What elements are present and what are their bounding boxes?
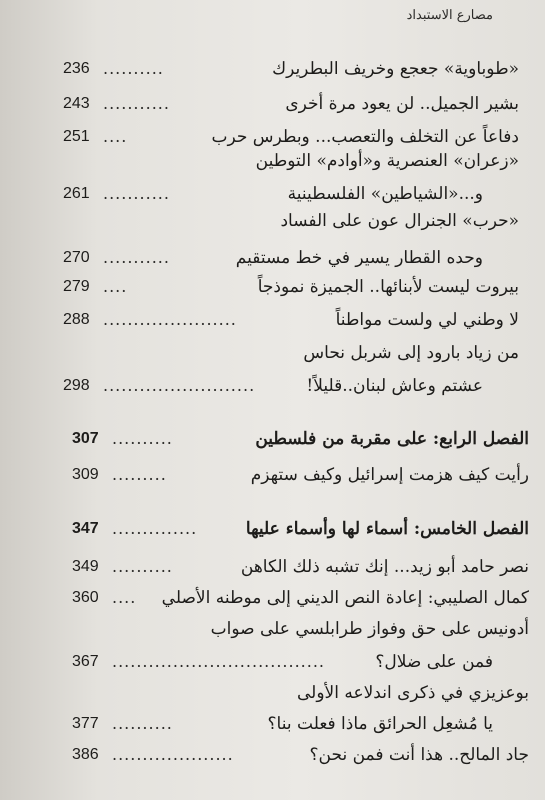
toc-entry (0, 371, 545, 401)
page-number: 261 (63, 185, 90, 202)
entry-title: رأيت كيف هزمت إسرائيل وكيف ستهزم (250, 465, 529, 485)
toc-entry (0, 709, 545, 739)
entry-title: و...«الشياطين» الفلسطينية (287, 184, 483, 204)
page-number: 243 (63, 95, 90, 112)
toc-entry (0, 89, 545, 119)
page-number: 251 (63, 128, 90, 145)
entry-title: جاد المالح.. هذا أنت فمن نحن؟ (309, 745, 529, 765)
leader-dots: .......... (112, 557, 173, 576)
page-number: 270 (63, 249, 90, 266)
entry-title: نصر حامد أبو زيد... إنك تشبه ذلك الكاهن (240, 557, 529, 577)
toc-entry (0, 740, 545, 770)
leader-dots: .................... (112, 745, 234, 764)
page-number: 377 (72, 715, 99, 732)
toc-entry (0, 583, 545, 613)
toc-entry (0, 272, 545, 302)
toc-entry (0, 305, 545, 335)
page-number: 347 (72, 520, 99, 537)
toc-entry (0, 206, 545, 236)
page-number: 349 (72, 558, 99, 575)
entry-title: فمن على ضلال؟ (375, 652, 493, 672)
toc-entry (0, 552, 545, 582)
entry-title: كمال الصليبي: إعادة النص الديني إلى موطنه الأصلي (161, 588, 529, 608)
leader-dots: .............. (112, 519, 198, 538)
leader-dots: ........... (103, 248, 170, 267)
page-number: 288 (63, 311, 90, 328)
leader-dots: .......... (112, 429, 173, 448)
entry-title: بيروت ليست لأبنائها.. الجميزة نموذجاً (257, 277, 519, 297)
entry-title: يا مُشعِل الحرائق ماذا فعلت بنا؟ (267, 714, 493, 734)
leader-dots: ........... (103, 94, 170, 113)
page-number: 298 (63, 377, 90, 394)
chapter-title: الفصل الرابع: على مقربة من فلسطين (255, 429, 529, 449)
leader-dots: .... (103, 127, 128, 146)
entry-title: «حرب» الجنرال عون على الفساد (280, 211, 519, 231)
toc-entry (0, 460, 545, 490)
entry-title: بشير الجميل.. لن يعود مرة أخرى (285, 94, 519, 114)
leader-dots: ......... (112, 465, 167, 484)
chapter-heading (0, 424, 545, 454)
leader-dots: ................................... (112, 652, 326, 671)
leader-dots: ...................... (103, 310, 237, 329)
leader-dots: .......... (103, 59, 164, 78)
entry-title: عشتم وعاش لبنان..قليلاً! (306, 376, 483, 396)
toc-entry (0, 678, 545, 708)
entry-title: «زعران» العنصرية و«أوادم» التوطين (255, 151, 519, 171)
page-number: 367 (72, 653, 99, 670)
toc-entry (0, 54, 545, 84)
entry-title: لا وطني لي ولست مواطناً (335, 310, 519, 330)
toc-entry (0, 614, 545, 644)
leader-dots: ......................... (103, 376, 256, 395)
leader-dots: .... (103, 277, 128, 296)
chapter-heading (0, 514, 545, 544)
leader-dots: .......... (112, 714, 173, 733)
toc-entry (0, 146, 545, 176)
entry-title: من زياد بارود إلى شربل نحاس (303, 343, 519, 363)
leader-dots: ........... (103, 184, 170, 203)
leader-dots: .... (112, 588, 137, 607)
toc-entry (0, 647, 545, 677)
page-number: 309 (72, 466, 99, 483)
chapter-title: الفصل الخامس: أسماء لها وأسماء عليها (245, 519, 529, 539)
toc-entry (0, 338, 545, 368)
entry-title: وحده القطار يسير في خط مستقيم (235, 248, 483, 268)
running-header: مصارع الاستبداد (406, 8, 493, 23)
page-number: 386 (72, 746, 99, 763)
entry-title: «طوباوية» جعجع وخريف البطريرك (272, 59, 519, 79)
toc-entry (0, 243, 545, 273)
page-number: 279 (63, 278, 90, 295)
page-number: 236 (63, 60, 90, 77)
page-number: 307 (72, 430, 99, 447)
entry-title: دفاعاً عن التخلف والتعصب... وبطرس حرب (211, 127, 519, 147)
entry-title: بوعزيزي في ذكرى اندلاعه الأولى (296, 683, 529, 703)
entry-title: أدونيس على حق وفواز طرابلسي على صواب (210, 619, 529, 639)
page-number: 360 (72, 589, 99, 606)
toc-entry (0, 179, 545, 209)
